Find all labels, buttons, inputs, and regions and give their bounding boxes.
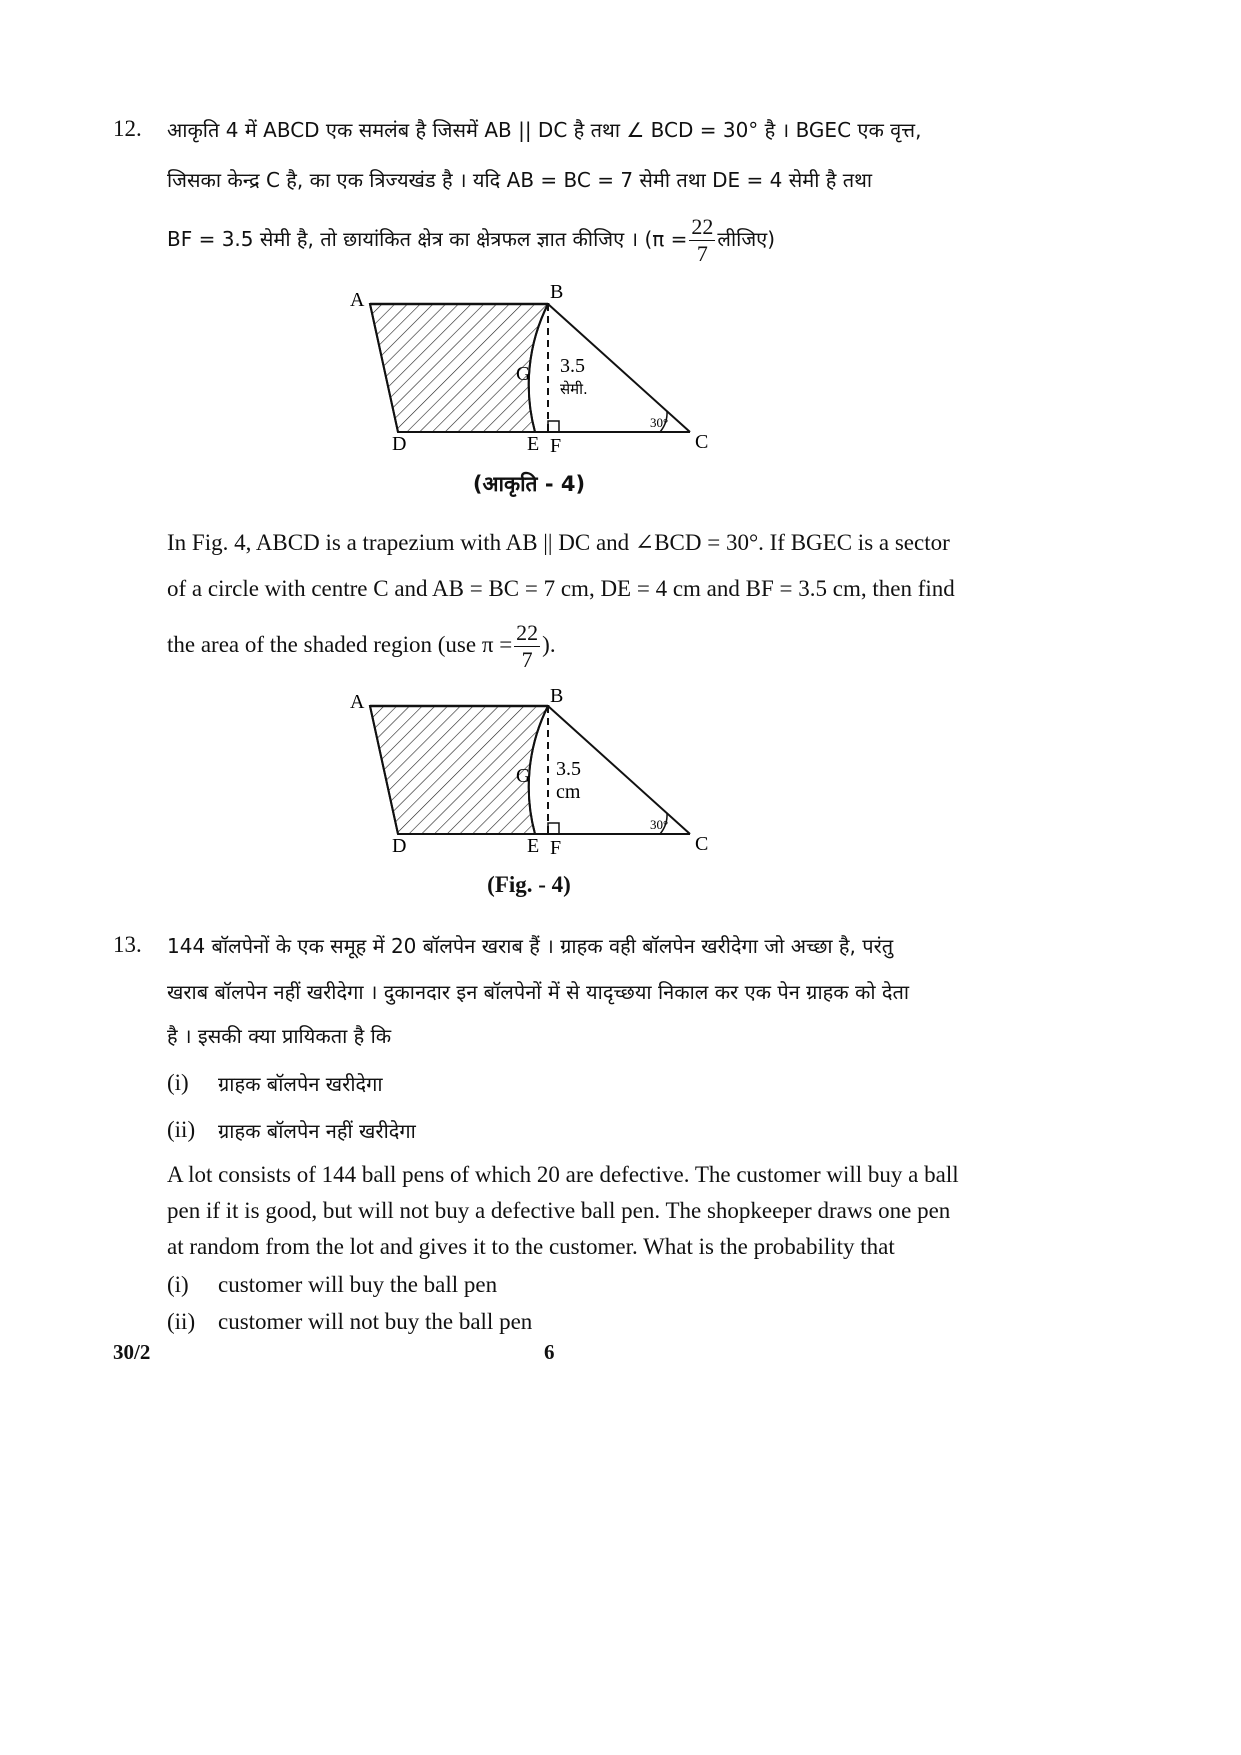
question-number-13: 13. — [113, 932, 142, 957]
label-e: E — [527, 835, 540, 857]
right-angle-mark — [548, 421, 559, 432]
q13-english-line-2: pen if it is good, but will not buy a defective ball pen. The shopkeeper draws one pen — [167, 1198, 951, 1223]
figure-caption-hindi: (आकृति - 4) — [472, 472, 586, 496]
label-measure: 3.5 — [556, 758, 581, 780]
fraction-denominator: 7 — [696, 241, 708, 266]
label-a: A — [350, 691, 365, 713]
q12-hindi-line-2: जिसका केन्द्र C है, का एक त्रिज्यखंड है । यदि AB = BC = 7 सेमी तथा DE = 4 सेमी है तथा — [167, 168, 873, 192]
label-unit: cm — [556, 781, 581, 803]
q13-hindi-line-1: 144 बॉलपेनों के एक समूह में 20 बॉलपेन खराब हैं । ग्राहक वही बॉलपेन खरीदेगा जो अच्छा है, परंतु — [167, 934, 894, 958]
label-f: F — [550, 837, 562, 859]
q13-english-option-2: customer will not buy the ball pen — [218, 1309, 533, 1334]
pi-fraction — [689, 216, 715, 265]
figure-4-hindi — [340, 282, 740, 462]
q12-english-line-1: In Fig. 4, ABCD is a trapezium with AB || DC and ∠BCD = 30°. If BGEC is a sector — [167, 530, 950, 555]
q13-hindi-option-1: ग्राहक बॉलपेन खरीदेगा — [218, 1072, 383, 1096]
label-c: C — [695, 833, 709, 855]
q12-english-line-3-post: ). — [542, 631, 556, 657]
q12-english-line-3 — [167, 622, 556, 671]
paper-code: 30/2 — [113, 1340, 151, 1364]
q13-hindi-option-2-label: (ii) — [167, 1117, 196, 1142]
label-g: G — [516, 765, 531, 787]
q12-hindi-line-3-post: लीजिए) — [717, 227, 776, 251]
q13-hindi-line-2: खराब बॉलपेन नहीं खरीदेगा । दुकानदार इन बॉलपेनों में से यादृच्छया निकाल कर एक पेन ग्राहक को देता — [167, 980, 910, 1004]
right-angle-mark — [548, 823, 559, 834]
label-f: F — [550, 435, 562, 457]
page-number: 6 — [544, 1340, 555, 1364]
label-b: B — [550, 282, 564, 303]
figure-4-english — [340, 686, 740, 866]
q13-english-option-2-label: (ii) — [167, 1309, 196, 1334]
label-measure: 3.5 — [560, 355, 585, 377]
fraction-numerator: 22 — [691, 214, 714, 239]
q13-hindi-line-3: है । इसकी क्या प्रायिकता है कि — [167, 1024, 392, 1048]
fraction-denominator: 7 — [521, 647, 533, 672]
q13-hindi-option-2: ग्राहक बॉलपेन नहीं खरीदेगा — [218, 1119, 416, 1143]
q12-hindi-line-3 — [167, 216, 775, 265]
q13-hindi-option-1-label: (i) — [167, 1070, 189, 1095]
figure-caption-english: (Fig. - 4) — [487, 872, 571, 897]
q12-english-line-2: of a circle with centre C and AB = BC = 7 cm, DE = 4 cm and BF = 3.5 cm, then find — [167, 576, 955, 601]
label-d: D — [392, 835, 407, 857]
label-angle: 30° — [650, 415, 669, 430]
label-d: D — [392, 433, 407, 455]
q13-english-line-3: at random from the lot and gives it to the customer. What is the probability that — [167, 1234, 895, 1259]
pi-fraction — [514, 622, 540, 671]
label-unit: सेमी. — [560, 380, 588, 398]
label-angle: 30° — [650, 817, 669, 832]
q13-english-option-1: customer will buy the ball pen — [218, 1272, 498, 1297]
label-a: A — [350, 289, 365, 311]
label-g: G — [516, 363, 531, 385]
question-number-12: 12. — [113, 116, 142, 141]
q12-english-line-3-pre: the area of the shaded region (use π = — [167, 631, 513, 657]
label-e: E — [527, 433, 540, 455]
fraction-numerator: 22 — [516, 620, 539, 645]
q12-hindi-line-1: आकृति 4 में ABCD एक समलंब है जिसमें AB || DC है तथा ∠ BCD = 30° है । BGEC एक वृत्त, — [167, 118, 922, 142]
label-c: C — [695, 431, 709, 453]
label-b: B — [550, 686, 564, 707]
q13-english-option-1-label: (i) — [167, 1272, 189, 1297]
q12-hindi-line-3-pre: BF = 3.5 सेमी है, तो छायांकित क्षेत्र का क्षेत्रफल ज्ञात कीजिए । (π = — [167, 227, 688, 251]
q13-english-line-1: A lot consists of 144 ball pens of which 20 are defective. The customer will buy a ball — [167, 1162, 959, 1187]
